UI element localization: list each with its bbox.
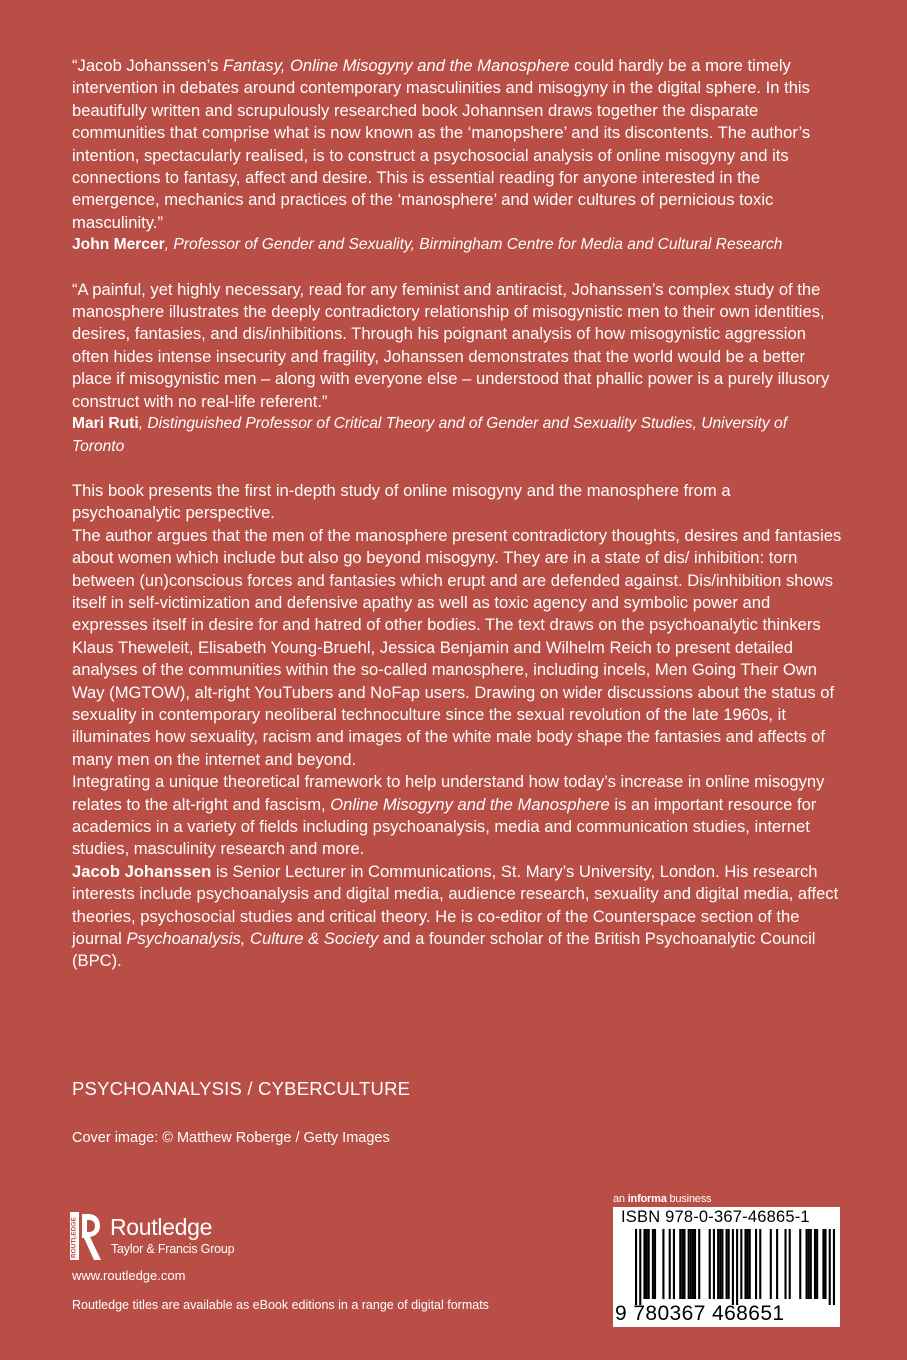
text-span: is Senior Lecturer in Communications, St. Mary’s University, London. His research interests include psychoanalysis and digital media, audience research, sexuality and digital media, affect theories, psychosocial studies and critical theory. He is co-editor of the Counterspace section of the journal [72,861,839,949]
barcode-bar [669,1229,671,1299]
barcode-bar [683,1229,685,1299]
barcode-bar [747,1229,749,1299]
barcode-bar [662,1229,664,1299]
barcode-bar [744,1229,746,1299]
barcode-bar [726,1229,728,1299]
barcode-bar [709,1229,711,1299]
author-name: Jacob Johanssen [72,861,212,881]
barcode-bar [690,1229,692,1299]
text-span: and a founder scholar of the British Psychoanalytic Council (BPC). [72,929,816,971]
barcode-bar [728,1229,730,1299]
description-paragraph: This book presents the first in-depth study of online misogyny and the manosphere from a psychoanalytic perspective. [72,480,731,523]
barcode-bar [749,1229,751,1299]
barcode-bar [829,1229,831,1305]
endorsement-text: “A painful, yet highly necessary, read for any feminist and antiracist, Johanssen’s complex study of the manosphere illustrates the deeply contradictory relationship of misogynistic men to their own identities, desires, fantasies, and dis/inhibitions. Through his poignant analysis of how misogynistic aggression often hides intense insecurity and fragility, Johanssen demonstrates that the world would be a better place if misogynistic men – along with everyone else – understood that phallic power is a purely illusory construct with no real-life referent.” [72,279,830,411]
barcode-bar [717,1229,719,1299]
journal-title: Psychoanalysis, Culture & Society [126,929,379,949]
barcode-digits: 9 780367 468651 [615,1302,785,1325]
barcode-bar [698,1229,700,1299]
barcode-bar [770,1229,772,1299]
endorser-attribution [72,413,842,458]
barcode-bar [810,1229,812,1299]
endorsement-ruti [72,279,842,458]
barcode-bar [635,1229,637,1305]
publisher-url[interactable]: www.routledge.com [72,1268,186,1283]
publisher-group: Taylor & Francis Group [111,1242,235,1256]
routledge-logo [70,1212,270,1264]
barcode-bar [808,1229,810,1299]
barcode-bar [681,1229,683,1299]
barcode-bar [814,1229,816,1299]
barcode-bar [816,1229,818,1299]
barcode-bar [719,1229,721,1299]
barcode-bar [648,1229,650,1299]
barcode-bar [784,1229,786,1299]
quote-open: “Jacob Johanssen’s [72,56,223,75]
logo-vertical-text: ROUTLEDGE [70,1217,78,1258]
description-paragraph [72,771,842,861]
barcode-bar [654,1229,656,1299]
endorser-role: , Distinguished Professor of Critical Theory and of Gender and Sexuality Studies, University of Toronto [72,415,788,455]
endorser-name: Mari Ruti [72,415,139,433]
barcode-bar [688,1229,690,1299]
quote-body: could hardly be a more timely intervention in debates around contemporary masculinities and misogyny in the digital sphere. In this beautifully written and scrupulously researched book Johannsen draws together the disparate communities that comprise what is now known as the ‘manopshere’ and its discontents. The author’s intention, spectacularly realised, is to construct a psychosocial analysis of online misogyny and its connections to fantasy, affect and desire. This is essential reading for anyone interested in the emergence, mechanics and practices of the ‘manosphere’ and wider cultures of pernicious toxic masculinity.” [72,56,811,232]
publisher-name: Routledge [110,1214,213,1240]
endorsement-text [72,55,842,234]
endorser-role: , Professor of Gender and Sexuality, Birmingham Centre for Media and Cultural Research [164,236,783,254]
barcode-bar [692,1229,694,1299]
informa-business-label [613,1193,711,1205]
text-span: business [666,1193,712,1205]
barcode-icon [635,1229,835,1305]
book-title: Fantasy, Online Misogyny and the Manosphere [222,56,570,75]
isbn-label: ISBN 978-0-367-46865-1 [621,1208,810,1226]
barcode-bar [799,1229,801,1299]
cover-credit: Cover image: © Matthew Roberge / Getty Images [72,1130,390,1146]
endorser-name: John Mercer [72,236,165,254]
book-title: Online Misogyny and the Manosphere [330,794,610,814]
text-span: Integrating a unique theoretical framework to help understand how today’s increase in online misogyny relates to the alt-right and fascism, [72,772,825,814]
description-paragraph: The author argues that the men of the manosphere present contradictory thoughts, desires and fantasies about women which include but also go beyond misogyny. They are in a state of dis/ inhibition: torn between (un)conscious forces and fantasies which erupt and are defended against. Dis/inhibition shows itself in self-victimization and defensive apathy as well as toxic agency and symbolic power and expresses itself in desire for and hatred of other bodies. The text draws on the psychoanalytic thinkers Klaus Theweleit, Elisabeth Young-Bruehl, Jessica Benjamin and Wilhelm Reich to present detailed analyses of the communities within the so-called manosphere, including incels, Men Going Their Own Way (MGTOW), alt-right YouTubers and NoFap users. Drawing on wider discussions about the status of sexuality in contemporary neoliberal technoculture since the sexual revolution of the late 1960s, it illuminates how sexuality, racism and images of the white male body shape the fantasies and affects of many men on the internet and beyond. [72,525,842,769]
author-bio [72,861,842,973]
barcode-bar [824,1229,826,1299]
barcode-bar [822,1229,824,1299]
barcode-bar [740,1229,742,1299]
barcode-bar [759,1229,761,1299]
back-cover-text [72,55,842,973]
routledge-emblem-icon [70,1212,102,1262]
barcode-bar [643,1229,645,1299]
barcode-bar [806,1229,808,1299]
barcode-bar [673,1229,675,1299]
text-span: is an important resource for academics in a variety of fields including psychoanalysis, media and communication studies, internet studies, masculinity research and more. [72,794,817,859]
barcode-bar [732,1229,734,1305]
endorsement-mercer [72,55,842,257]
barcode-bar [679,1229,681,1299]
barcode-bar [646,1229,648,1299]
barcode-bar [639,1229,641,1305]
barcode-bar [755,1229,757,1299]
barcode-bar [713,1229,715,1299]
informa-name: informa [627,1193,667,1205]
barcode-bar [789,1229,791,1299]
barcode-bar [652,1229,654,1299]
barcode-bar [776,1229,778,1299]
ebook-note: Routledge titles are available as eBook editions in a range of digital formats [72,1298,489,1312]
barcode-bar [833,1229,835,1305]
subject-category: PSYCHOANALYSIS / CYBERCULTURE [72,1078,411,1099]
text-span: an [613,1193,628,1205]
barcode-bar [736,1229,738,1305]
barcode-bar [721,1229,723,1299]
endorser-attribution [72,234,842,256]
barcode-bar [694,1229,696,1299]
isbn-barcode-box [613,1207,840,1327]
